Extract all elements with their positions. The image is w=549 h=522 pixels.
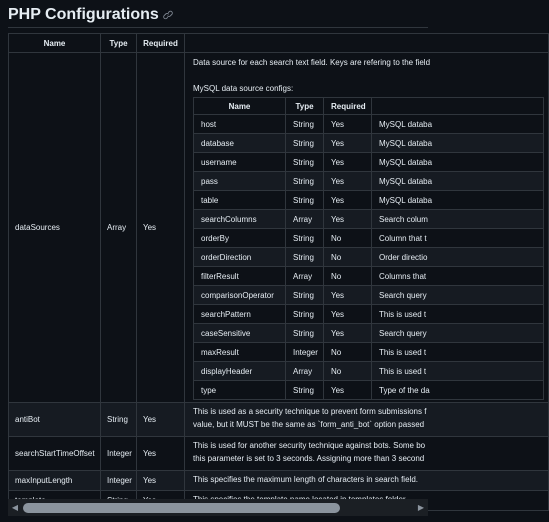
horizontal-scrollbar[interactable] (8, 499, 428, 516)
heading-divider (8, 27, 428, 28)
table-row (194, 305, 544, 324)
cell-description: This is used t (372, 305, 544, 324)
cell-name: type (194, 381, 286, 400)
table-row (194, 153, 544, 172)
cell-required: Yes (324, 210, 372, 229)
description-line: This specifies the maximum length of characters in search field. (193, 475, 418, 484)
description-line: This is used for another security technique against bots. Some bo (193, 441, 426, 450)
cell-description: Search query (372, 286, 544, 305)
cell-required: Yes (324, 153, 372, 172)
cell-name: pass (194, 172, 286, 191)
table-row (194, 381, 544, 400)
cell-required: Yes (137, 437, 185, 471)
table-row (9, 437, 549, 471)
cell-required: Yes (324, 286, 372, 305)
cell-description: Search colum (372, 210, 544, 229)
scroll-right-arrow-icon[interactable]: ▶ (417, 503, 425, 512)
cell-name: filterResult (194, 267, 286, 286)
cell-description: MySQL databa (372, 115, 544, 134)
cell-description: MySQL databa (372, 172, 544, 191)
column-header-required: Required (324, 98, 372, 115)
cell-type: String (286, 191, 324, 210)
table-row (194, 134, 544, 153)
cell-name: host (194, 115, 286, 134)
cell-name: caseSensitive (194, 324, 286, 343)
table-row (194, 267, 544, 286)
table-row (194, 115, 544, 134)
cell-name: searchPattern (194, 305, 286, 324)
cell-required: Yes (137, 403, 185, 437)
cell-required: Yes (137, 471, 185, 491)
cell-required: Yes (324, 381, 372, 400)
cell-required: Yes (324, 324, 372, 343)
table-row (194, 172, 544, 191)
column-header-name: Name (194, 98, 286, 115)
column-header-name: Name (9, 34, 101, 53)
table-row (194, 210, 544, 229)
cell-type: Integer (286, 343, 324, 362)
cell-description (185, 471, 549, 491)
table-row (194, 343, 544, 362)
cell-type: String (286, 153, 324, 172)
cell-description: MySQL databa (372, 134, 544, 153)
config-table-header (9, 34, 549, 53)
cell-name: dataSources (9, 53, 101, 403)
cell-name: orderDirection (194, 248, 286, 267)
cell-type: Integer (101, 471, 137, 491)
page-heading (8, 4, 174, 26)
cell-required: Yes (324, 172, 372, 191)
cell-name: maxInputLength (9, 471, 101, 491)
cell-type: String (101, 403, 137, 437)
cell-name: database (194, 134, 286, 153)
link-icon[interactable] (164, 10, 174, 20)
cell-type: String (286, 286, 324, 305)
cell-description: Search query (372, 324, 544, 343)
column-header-type: Type (101, 34, 137, 53)
cell-type: String (286, 305, 324, 324)
mysql-config-table (193, 97, 544, 400)
cell-description: This is used t (372, 343, 544, 362)
cell-type: String (286, 172, 324, 191)
cell-description: Column that t (372, 229, 544, 248)
cell-description (185, 403, 549, 437)
table-row (9, 403, 549, 437)
cell-name: orderBy (194, 229, 286, 248)
cell-required: No (324, 343, 372, 362)
cell-type: String (286, 115, 324, 134)
column-header-required: Required (137, 34, 185, 53)
cell-required: No (324, 267, 372, 286)
cell-required: Yes (324, 134, 372, 153)
description-line: this parameter is set to 3 seconds. Assigning more than 3 second (193, 454, 425, 463)
cell-required: Yes (324, 191, 372, 210)
cell-description: MySQL databa (372, 191, 544, 210)
cell-name: searchColumns (194, 210, 286, 229)
table-row (194, 362, 544, 381)
cell-type: String (286, 134, 324, 153)
cell-description: Columns that (372, 267, 544, 286)
cell-type: Integer (101, 437, 137, 471)
cell-required: Yes (324, 305, 372, 324)
cell-type: Array (286, 362, 324, 381)
cell-type: String (286, 248, 324, 267)
scrollbar-thumb[interactable] (23, 503, 340, 513)
cell-required: No (324, 248, 372, 267)
table-row (9, 53, 549, 403)
cell-description: MySQL databa (372, 153, 544, 172)
cell-required: No (324, 362, 372, 381)
cell-description (185, 53, 549, 403)
mysql-config-header (194, 98, 544, 115)
cell-type: Array (101, 53, 137, 403)
table-row (194, 229, 544, 248)
cell-description: Order directio (372, 248, 544, 267)
cell-description: Type of the da (372, 381, 544, 400)
cell-type: Array (286, 267, 324, 286)
table-row (194, 324, 544, 343)
description-line: value, but it MUST be the same as `form_anti_bot` option passed (193, 420, 425, 429)
description-line: MySQL data source configs: (193, 84, 294, 93)
table-row (194, 191, 544, 210)
cell-name: searchStartTimeOffset (9, 437, 101, 471)
cell-required: No (324, 229, 372, 248)
table-row (194, 286, 544, 305)
description-line: This is used as a security technique to prevent form submissions f (193, 407, 427, 416)
column-header-description (372, 98, 544, 115)
column-header-type: Type (286, 98, 324, 115)
config-table-viewport[interactable] (8, 33, 433, 498)
cell-type: String (286, 381, 324, 400)
scroll-left-arrow-icon[interactable]: ◀ (11, 503, 19, 512)
cell-required: Yes (137, 53, 185, 403)
cell-name: comparisonOperator (194, 286, 286, 305)
page-title: PHP Configurations (8, 6, 159, 23)
table-row (194, 248, 544, 267)
cell-type: String (286, 324, 324, 343)
column-header-description (185, 34, 549, 53)
cell-type: Array (286, 210, 324, 229)
cell-description (185, 437, 549, 471)
cell-name: displayHeader (194, 362, 286, 381)
cell-required: Yes (324, 115, 372, 134)
cell-description: This is used t (372, 362, 544, 381)
table-row (9, 471, 549, 491)
cell-name: antiBot (9, 403, 101, 437)
cell-name: table (194, 191, 286, 210)
config-table (8, 33, 549, 511)
description-spacer (193, 69, 540, 82)
cell-type: String (286, 229, 324, 248)
cell-name: username (194, 153, 286, 172)
cell-name: maxResult (194, 343, 286, 362)
description-line: Data source for each search text field. Keys are refering to the field (193, 58, 431, 67)
